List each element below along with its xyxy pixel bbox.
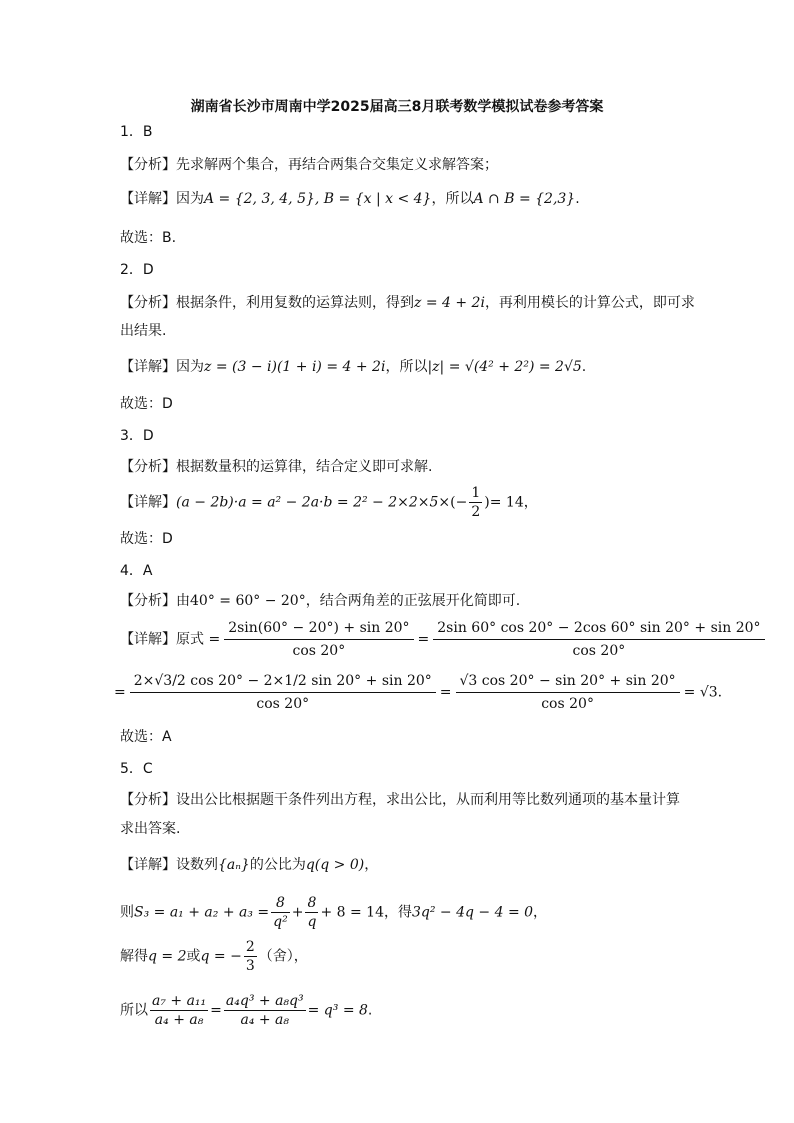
q4-equals-4: =	[683, 684, 696, 701]
q5-so-end: .	[367, 1002, 373, 1019]
q4-analysis-b: ，结合两角差的正弦展开化简即可.	[305, 593, 521, 609]
q5-so-f1-den: a₄ + a₈	[154, 1012, 204, 1028]
q4-result: √3	[699, 684, 718, 701]
q4-f3-den: cos 20°	[256, 696, 310, 712]
q5-so	[120, 992, 372, 1029]
q1-detail-math: A = {2, 3, 4, 5}, B = {x | x < 4}	[204, 191, 432, 207]
q4-analysis	[120, 592, 520, 610]
q3-fraction	[469, 484, 482, 521]
q5-then-f2-num: 8	[305, 894, 318, 913]
q5-so-f2-den: a₄ + a₈	[240, 1012, 290, 1028]
document-title: 湖南省长沙市周南中学2025届高三8月联考数学模拟试卷参考答案	[190, 99, 604, 115]
q3-number: 3．D	[120, 428, 154, 444]
q2-number: 2．D	[120, 262, 154, 278]
q5-solve-frac-num: 2	[245, 939, 255, 955]
q5-solve	[120, 938, 308, 975]
q4-fraction-4	[456, 670, 680, 715]
q5-solve-frac-den: 3	[245, 958, 255, 974]
q5-solve-m2: q = −	[200, 948, 242, 965]
q3-detail	[120, 484, 538, 521]
q2-detail-end: .	[581, 359, 587, 375]
q1-detail	[120, 190, 580, 208]
q5-solve-a: 解得	[120, 948, 148, 965]
q5-then-f2-den: q	[307, 914, 317, 930]
q4-number: 4．A	[120, 563, 153, 579]
q4-equals-3: =	[439, 684, 452, 701]
q1-number: 1．B	[120, 124, 153, 140]
q4-answer: 故选：A	[120, 729, 172, 745]
q2-analysis-line2: 出结果.	[120, 323, 167, 339]
q4-analysis-math: 40° = 60° − 20°	[190, 593, 306, 609]
q5-detail-a: 【详解】设数列	[120, 857, 218, 873]
q1-answer: 故选：B.	[120, 230, 177, 246]
q4-detail-line1	[120, 617, 769, 662]
q5-then-f1-den: q²	[273, 914, 288, 930]
q5-solve-c: （舍），	[258, 948, 308, 965]
q5-so-f1-num: a₇ + a₁₁	[152, 993, 207, 1009]
q2-analysis-a: 【分析】根据条件，利用复数的运算法则，得到	[120, 295, 414, 311]
q4-detail-line2	[114, 670, 722, 715]
q5-so-frac-1	[150, 992, 208, 1029]
q3-frac-num: 1	[471, 485, 481, 501]
q2-analysis-line1	[120, 294, 695, 312]
q5-then-frac-1	[271, 894, 290, 931]
q2-analysis-b: ，再利用模长的计算公式，即可求	[484, 295, 695, 311]
q5-then-eq: 3q² − 4q − 4 = 0	[411, 904, 534, 921]
q4-f1-den: cos 20°	[292, 643, 346, 659]
q1-analysis: 【分析】先求解两个集合，再结合两集合交集定义求解答案；	[120, 157, 498, 173]
q5-detail	[120, 856, 378, 874]
q4-detail-prefix: 【详解】原式 =	[120, 631, 221, 648]
q4-f2-den: cos 20°	[572, 643, 626, 659]
q5-detail-b: 的公比为	[249, 857, 306, 873]
q5-analysis-line2: 求出答案.	[120, 821, 181, 837]
q3-detail-prefix: 【详解】	[120, 494, 176, 511]
q5-so-a: 所以	[120, 1002, 148, 1019]
q2-analysis-math: z = 4 + 2i	[414, 295, 485, 311]
q5-detail-math2: q(q > 0)	[305, 857, 365, 873]
q5-solve-b: 或	[186, 948, 201, 965]
q5-then-tail: + 8 = 14	[320, 904, 384, 921]
q1-detail-math2: A ∩ B = {2,3}	[473, 191, 576, 207]
q3-detail-math: (a − 2b)·a = a² − 2a·b = 2² − 2×2×5×	[176, 494, 451, 511]
q5-so-f2-num: a₄q³ + a₈q³	[225, 993, 304, 1009]
q5-plus: +	[291, 904, 304, 921]
q1-detail-mid: ，所以	[431, 191, 474, 207]
q5-then	[120, 894, 547, 931]
q4-fraction-2	[433, 617, 764, 662]
q5-then-b: ，得	[383, 904, 412, 921]
q2-detail-mid: ，所以	[385, 359, 428, 375]
q2-detail-prefix: 【详解】因为	[120, 359, 204, 375]
q2-answer: 故选：D	[120, 396, 173, 412]
q3-paren-open: (−	[450, 494, 468, 511]
q5-then-c: ，	[533, 904, 548, 921]
q4-f4-num: √3 cos 20° − sin 20° + sin 20°	[456, 670, 680, 693]
q2-detail-math: z = (3 − i)(1 + i) = 4 + 2i	[204, 359, 386, 375]
q4-equals-1: =	[417, 631, 430, 648]
q5-detail-c: ，	[364, 857, 379, 873]
q5-so-frac-2	[224, 992, 306, 1029]
q5-then-f1-num: 8	[271, 894, 290, 913]
q1-detail-prefix: 【详解】因为	[120, 191, 204, 207]
q4-equals-2: =	[114, 684, 126, 701]
q4-f1-num: 2sin(60° − 20°) + sin 20°	[224, 617, 413, 640]
q3-answer: 故选：D	[120, 531, 173, 547]
q4-f4-den: cos 20°	[541, 696, 594, 712]
q3-detail-end: = 14，	[489, 494, 538, 511]
q3-paren-close: )	[484, 494, 490, 511]
q5-solve-frac	[244, 938, 257, 975]
q2-detail-math2: |z| = √(4² + 2²) = 2√5	[427, 359, 582, 375]
q5-then-a: 则	[120, 904, 134, 921]
q5-number: 5．C	[120, 761, 153, 777]
q5-solve-m1: q = 2	[148, 948, 187, 965]
q4-f2-num: 2sin 60° cos 20° − 2cos 60° sin 20° + sin 20°	[433, 617, 764, 640]
q2-detail	[120, 358, 586, 376]
q4-analysis-a: 【分析】由	[120, 593, 190, 609]
q5-so-tail: = q³ = 8	[307, 1002, 368, 1019]
q5-analysis-line1: 【分析】设出公比根据题干条件列出方程，求出公比，从而利用等比数列通项的基本量计算	[120, 792, 680, 808]
q3-frac-den: 2	[471, 504, 481, 520]
q4-period: .	[717, 684, 723, 701]
q4-fraction-3	[130, 670, 436, 715]
q4-f3-num: 2×√3/2 cos 20° − 2×1/2 sin 20° + sin 20°	[130, 670, 436, 693]
q1-detail-end: .	[575, 191, 580, 207]
q5-then-math: S₃ = a₁ + a₂ + a₃ =	[134, 904, 270, 921]
q5-detail-math: {aₙ}	[218, 857, 250, 873]
q5-so-equals: =	[210, 1002, 222, 1019]
q5-then-frac-2	[305, 894, 318, 931]
q4-fraction-1	[224, 617, 413, 662]
q3-analysis: 【分析】根据数量积的运算律，结合定义即可求解.	[120, 459, 433, 475]
